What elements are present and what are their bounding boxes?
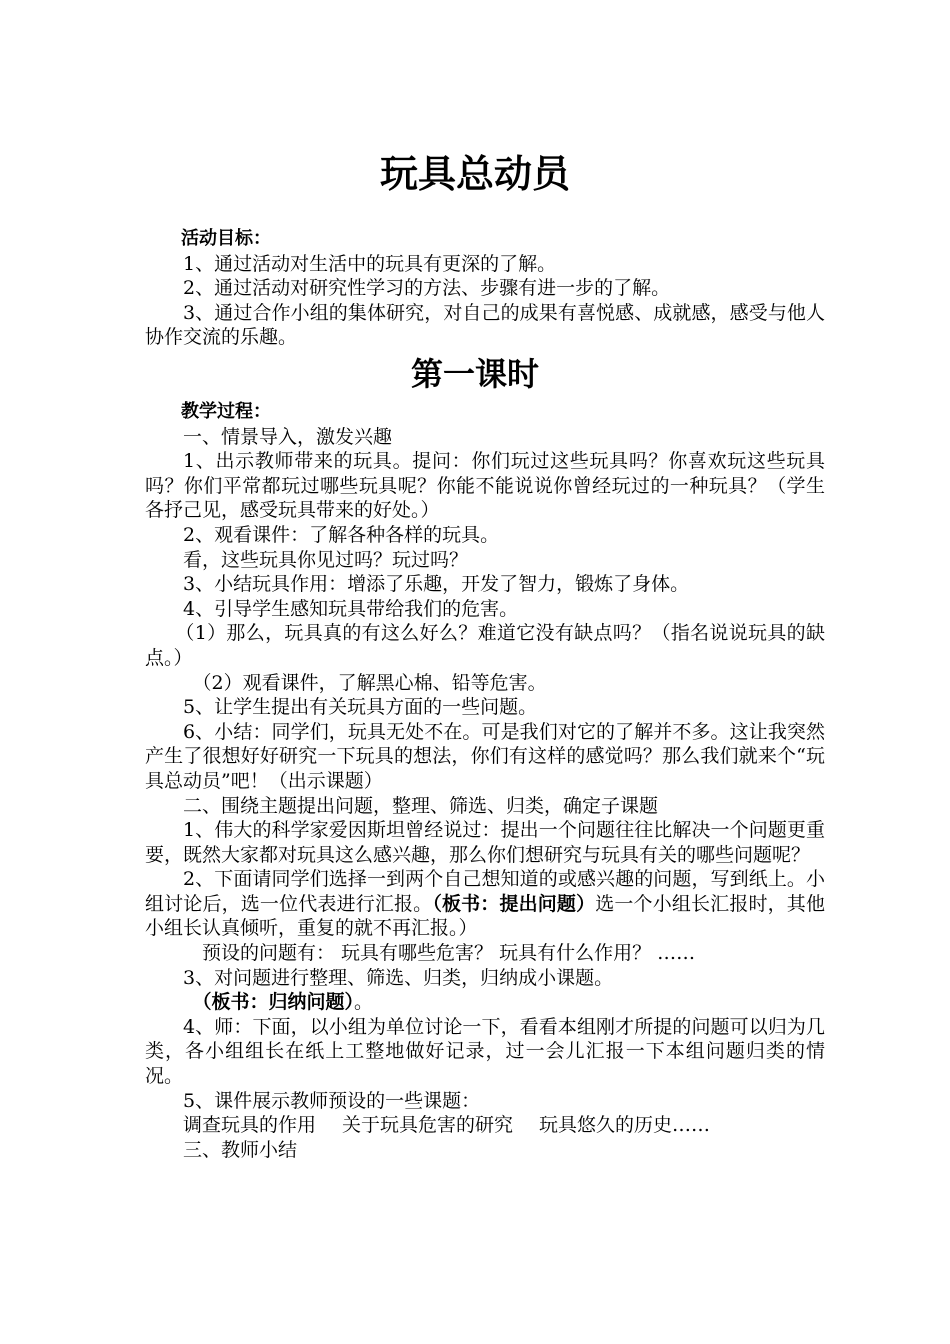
paragraph: 4、引导学生感知玩具带给我们的危害。 — [183, 597, 519, 620]
paragraph: 二、围绕主题提出问题，整理、筛选、归类，确定子课题 — [183, 794, 659, 817]
document-title: 玩具总动员 — [379, 152, 570, 196]
paragraph: （1）那么，玩具真的有这么好么？难道它没有缺点吗？（指名说说玩具的缺点。） — [145, 622, 825, 669]
goal-item: 1、通过活动对生活中的玩具有更深的了解。 — [183, 252, 557, 275]
goals-section — [145, 227, 825, 350]
topic-item: 关于玩具危害的研究 — [342, 1114, 514, 1137]
paragraph — [145, 867, 825, 941]
goal-item: 2、通过活动对研究性学习的方法、步骤有进一步的了解。 — [183, 277, 671, 300]
paragraph: 3、小结玩具作用：增添了乐趣，开发了智力，锻炼了身体。 — [183, 573, 690, 596]
goal-item: 3、通过合作小组的集体研究，对自己的成果有喜悦感、成就感，感受与他人协作交流的乐趣。 — [145, 301, 825, 349]
paragraph-text: 选一个小组长汇报时，其他小组长认真倾听，重复的就不再汇报。） — [145, 892, 825, 940]
process-section — [145, 400, 825, 1162]
paragraph: 2、观看课件：了解各种各样的玩具。 — [183, 523, 500, 546]
lesson-title: 第一课时 — [410, 355, 539, 393]
paragraph-text: 。 — [354, 991, 374, 1014]
paragraph: 一、情景导入，激发兴趣 — [183, 425, 393, 448]
goals-label: 活动目标： — [181, 228, 271, 249]
paragraph: 6、小结：同学们，玩具无处不在。可是我们对它的了解并不多。这让我突然产生了很想好好研究一下玩具的想法，你们有这样的感觉吗？那么我们就来个“玩具总动员”吧！（出示课题） — [145, 720, 825, 792]
paragraph: 5、课件展示教师预设的一些课题： — [183, 1089, 481, 1112]
paragraph: 预设的问题有： 玩具有哪些危害？ 玩具有什么作用？ …… — [202, 942, 696, 965]
paragraph — [145, 990, 825, 1015]
topic-item: 玩具悠久的历史…… — [539, 1114, 711, 1137]
paragraph: 1、出示教师带来的玩具。提问：你们玩过这些玩具吗？你喜欢玩这些玩具吗？你们平常都玩过哪些玩具呢？你能不能说说你曾经玩过的一种玩具？（学生各抒己见，感受玩具带来的好处。） — [145, 450, 825, 522]
topic-item: 调查玩具的作用 — [183, 1114, 317, 1137]
paragraph: 4、师：下面，以小组为单位讨论一下，看看本组刚才所提的问题可以归为几类，各小组组长在纸上工整地做好记录，过一会儿汇报一下本组问题归类的情况。 — [145, 1015, 825, 1088]
paragraph: 5、让学生提出有关玩具方面的一些问题。 — [183, 696, 538, 719]
process-label: 教学过程： — [181, 401, 271, 422]
paragraph-text: 2、下面请同学们选择一到两个自己想知道的或感兴趣的问题，写到纸上。小组讨论后，选一位代表进行汇报。 — [145, 868, 825, 915]
paragraph: 1、伟大的科学家爱因斯坦曾经说过：提出一个问题往往比解决一个问题更重要，既然大家都对玩具这么感兴趣，那么你们想研究与玩具有关的哪些问题呢？ — [145, 819, 825, 866]
paragraph: 三、教师小结 — [183, 1138, 298, 1161]
paragraph: （2）观看课件，了解黑心棉、铅等危害。 — [192, 671, 547, 694]
board-note: （板书：归纳问题） — [192, 991, 355, 1014]
paragraph: 3、对问题进行整理、筛选、归类，归纳成小课题。 — [183, 966, 614, 989]
board-note: （板书：提出问题） — [432, 892, 596, 915]
paragraph — [145, 1113, 825, 1138]
paragraph: 看，这些玩具你见过吗？玩过吗？ — [183, 548, 469, 571]
